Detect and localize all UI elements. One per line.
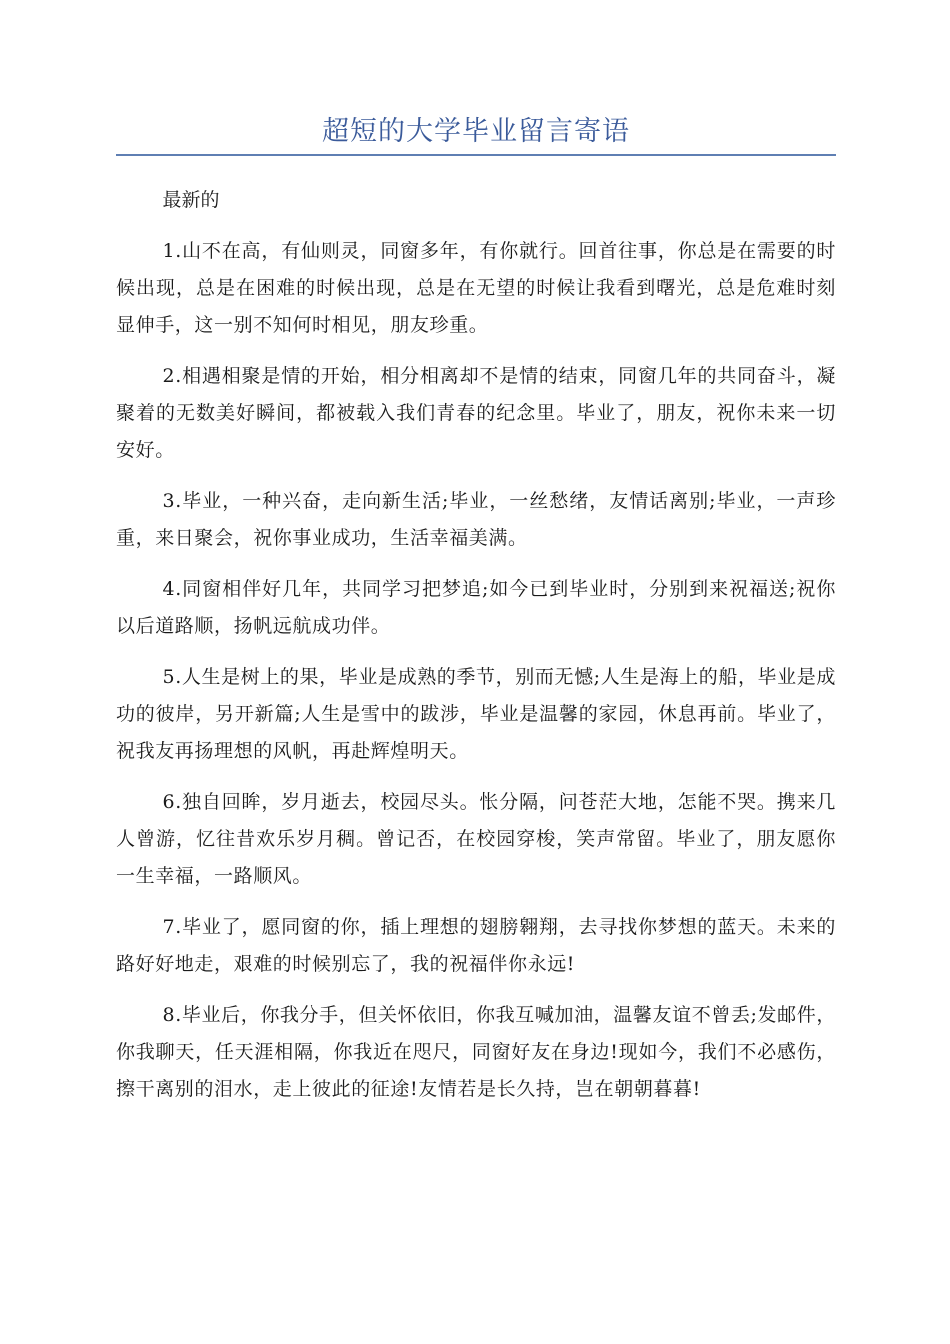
document-title: 超短的大学毕业留言寄语 [322,116,630,147]
paragraph-2: 2.相遇相聚是情的开始，相分相离却不是情的结束，同窗几年的共同奋斗，凝聚着的无数美好瞬间，都被载入我们青春的纪念里。毕业了，朋友，祝你未来一切安好。 [116,365,836,461]
paragraph-1: 1.山不在高，有仙则灵，同窗多年，有你就行。回首往事，你总是在需要的时候出现，总是在困难的时候出现，总是在无望的时候让我看到曙光，总是危难时刻显伸手，这一别不知何时相见，朋友珍重。 [116,240,836,336]
document-page [116,0,836,1108]
paragraph-6: 6.独自回眸，岁月逝去，校园尽头。怅分隔，问苍茫大地，怎能不哭。携来几人曾游，忆往昔欢乐岁月稠。曾记否，在校园穿梭，笑声常留。毕业了，朋友愿你一生幸福，一路顺风。 [116,791,836,887]
paragraph-4: 4.同窗相伴好几年，共同学习把梦追;如今已到毕业时，分别到来祝福送;祝你以后道路顺，扬帆远航成功伴。 [116,578,836,637]
title-underline [116,154,836,156]
intro-text: 最新的 [162,189,220,211]
paragraph-5: 5.人生是树上的果，毕业是成熟的季节，别而无憾;人生是海上的船，毕业是成功的彼岸，另开新篇;人生是雪中的跋涉，毕业是温馨的家园，休息再前。毕业了，祝我友再扬理想的风帆，再赴辉煌明天。 [116,666,836,762]
paragraph-8: 8.毕业后，你我分手，但关怀依旧，你我互喊加油，温馨友谊不曾丢;发邮件，你我聊天，任天涯相隔，你我近在咫尺，同窗好友在身边!现如今，我们不必感伤，擦干离别的泪水，走上彼此的征途!友情若是长久持，岂在朝朝暮暮! [116,1004,836,1100]
paragraph-7: 7.毕业了，愿同窗的你，插上理想的翅膀翱翔，去寻找你梦想的蓝天。未来的路好好地走，艰难的时候别忘了，我的祝福伴你永远! [116,916,836,975]
paragraph-3: 3.毕业，一种兴奋，走向新生活;毕业，一丝愁绪，友情话离别;毕业，一声珍重，来日聚会，祝你事业成功，生活幸福美满。 [116,490,836,549]
